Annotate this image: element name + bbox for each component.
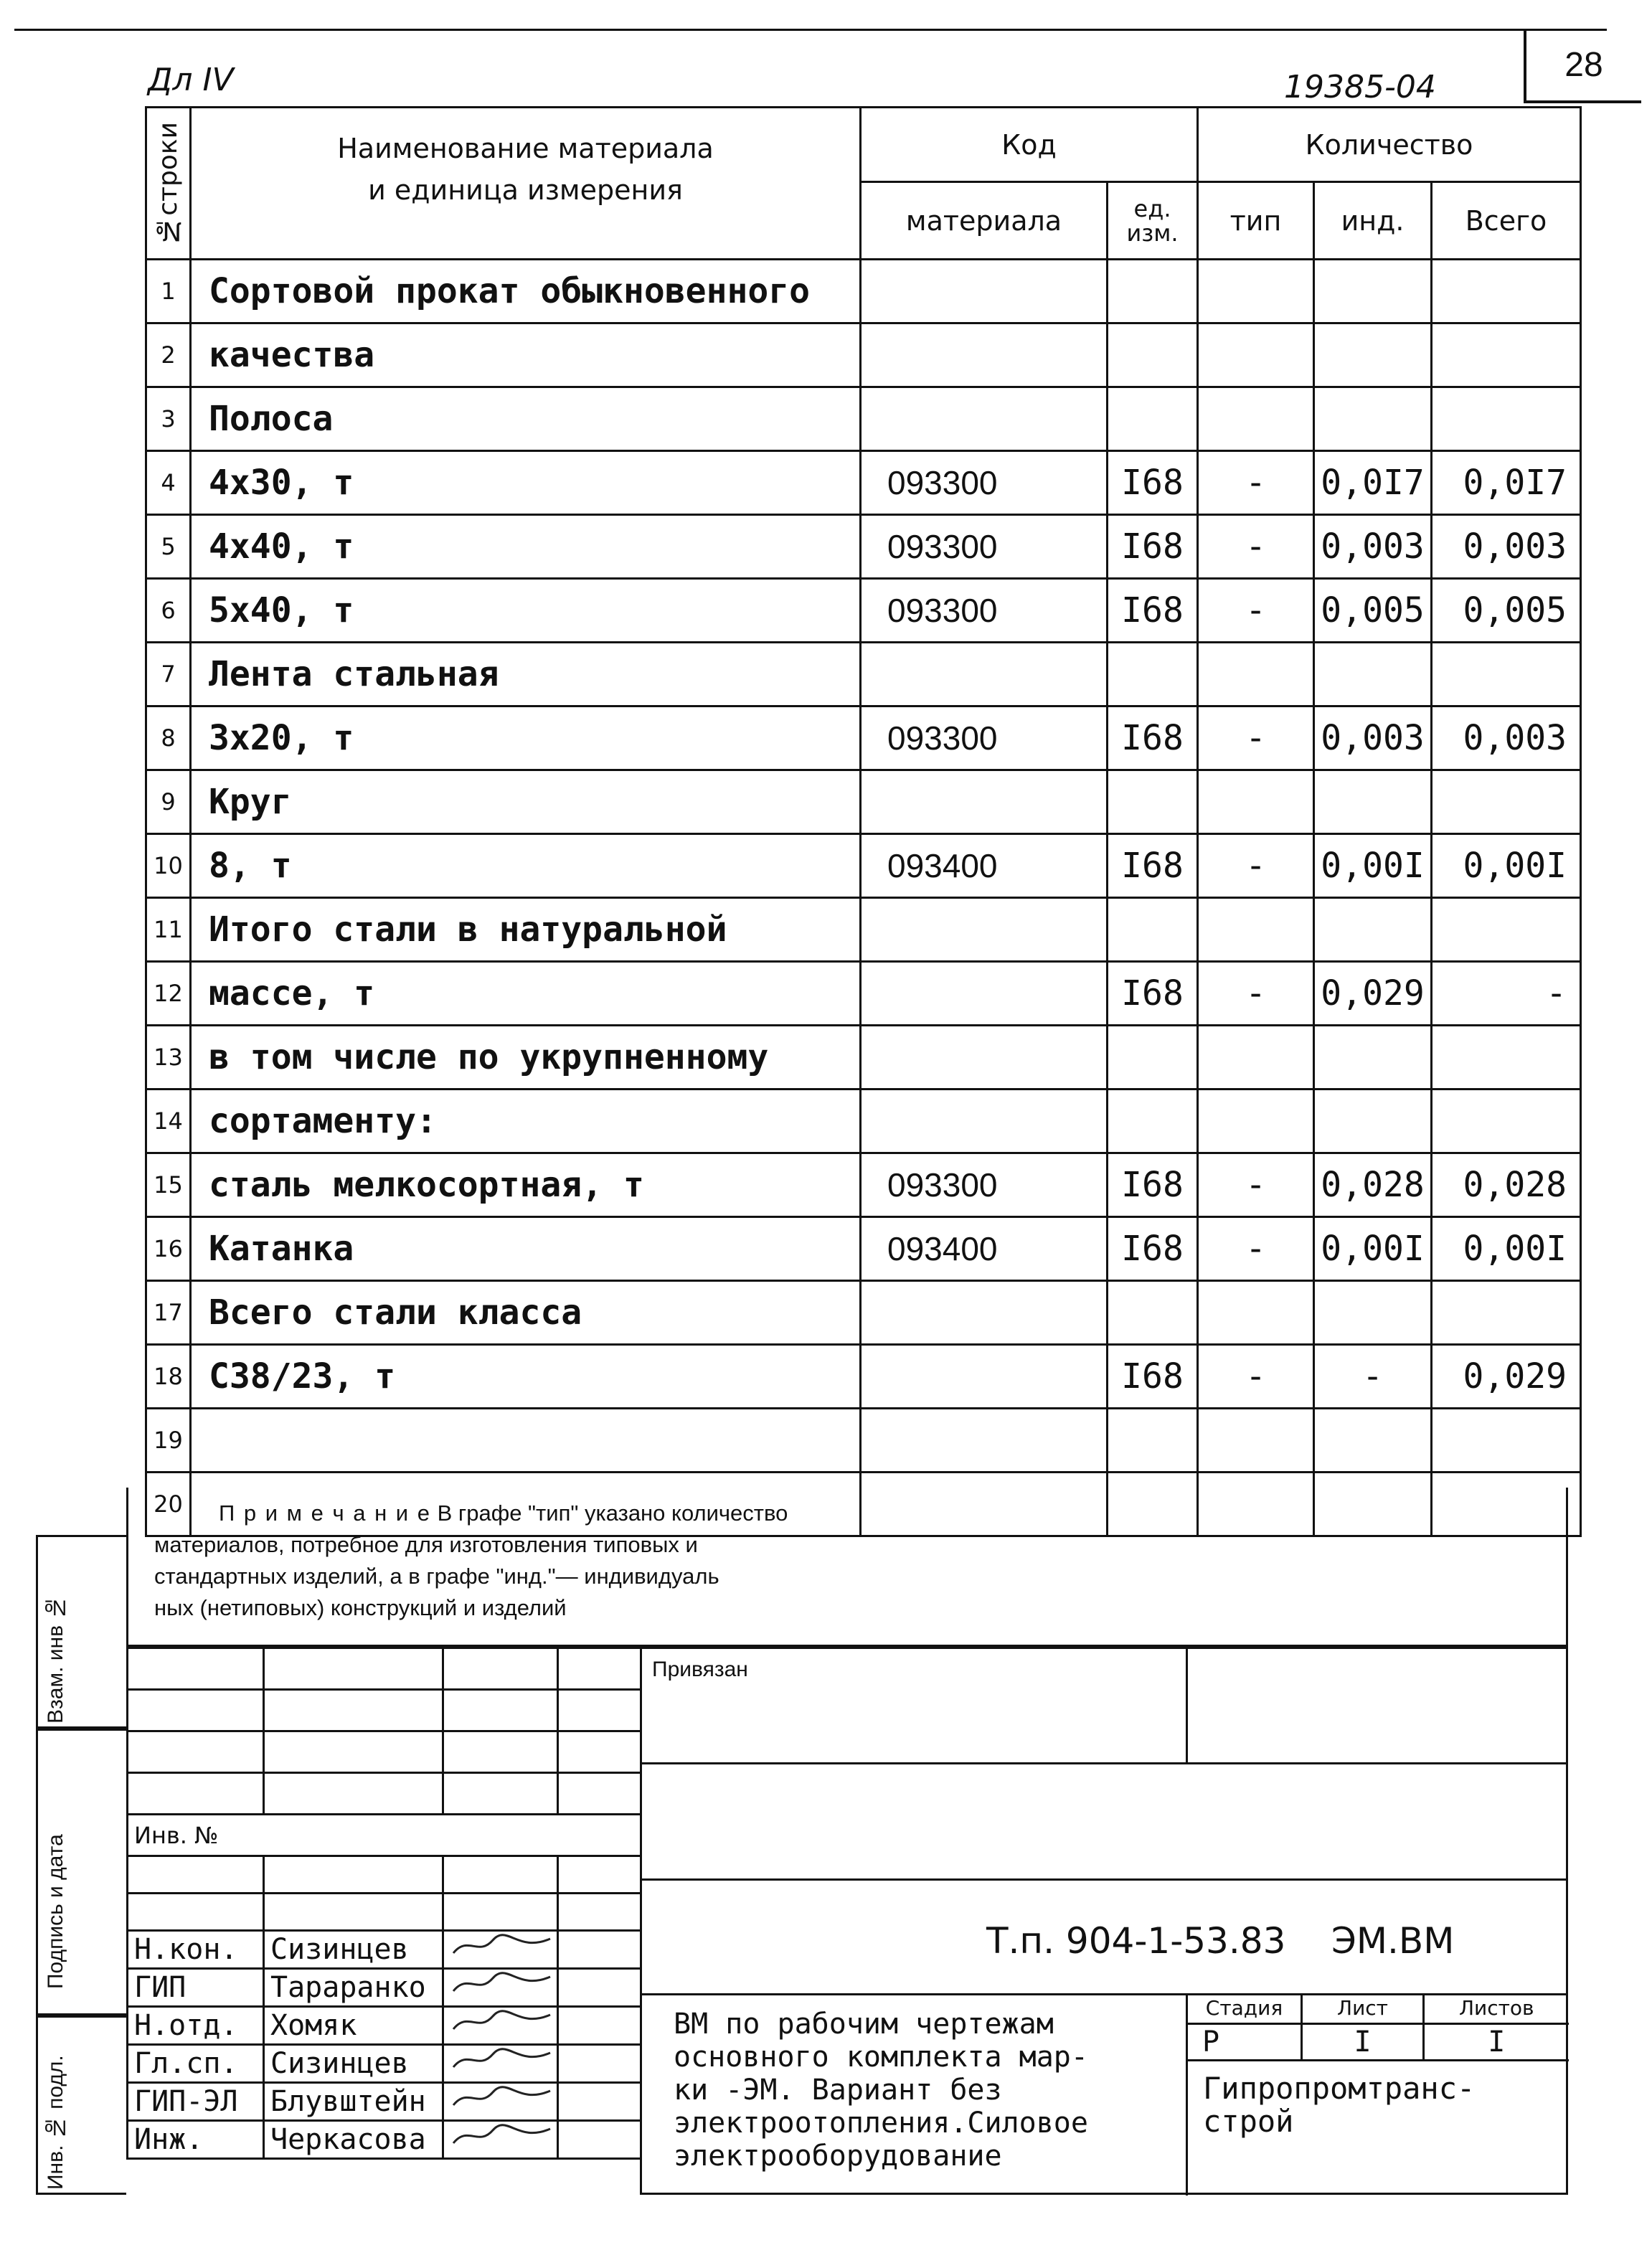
table-row: [146, 770, 1581, 834]
row-unit: I68: [1108, 515, 1198, 579]
signer-row: [128, 2045, 641, 2083]
sheets-label: Листов: [1424, 1993, 1569, 2023]
row-total: -: [1432, 962, 1581, 1026]
table-row: [146, 898, 1581, 962]
row-code: [861, 1409, 1108, 1473]
margin-vzam: Взам. инв №: [36, 1535, 126, 1729]
row-unit: I68: [1108, 834, 1198, 898]
row-total: [1432, 643, 1581, 706]
row-unit: [1108, 387, 1198, 451]
signer-row: [128, 1969, 641, 2007]
row-type: -: [1198, 451, 1314, 515]
row-name: Лента стальная: [191, 643, 861, 706]
row-total: 0,0I7: [1432, 451, 1581, 515]
row-type: [1198, 387, 1314, 451]
row-number: 15: [146, 1153, 191, 1217]
note-line-4: ных (нетиповых) конструкций и изделий: [154, 1595, 567, 1620]
signature-date: [558, 1969, 641, 2007]
table-row: [146, 962, 1581, 1026]
row-name: сталь мелкосортная, т: [191, 1153, 861, 1217]
signer-name: Сизинцев: [264, 2045, 443, 2083]
stamp-title: ВМ по рабочим чертежам основного комплекта мар- ки -ЭМ. Вариант без электроотопления.Силовое электрооборудование: [674, 2008, 1088, 2173]
row-unit: [1108, 770, 1198, 834]
row-unit: I68: [1108, 451, 1198, 515]
row-code: 093300: [861, 451, 1108, 515]
row-name: 8, т: [191, 834, 861, 898]
privyazan-label: Привязан: [652, 1658, 748, 1681]
row-number: 11: [146, 898, 191, 962]
signer-role: Н.кон.: [128, 1931, 264, 1969]
table-row: [146, 706, 1581, 770]
row-code: [861, 898, 1108, 962]
row-code: [861, 260, 1108, 323]
signature: [443, 1969, 558, 2007]
row-number: 10: [146, 834, 191, 898]
margin-podpis: Подпись и дата: [36, 1729, 126, 2015]
row-name: Всего стали класса: [191, 1281, 861, 1345]
row-ind: [1314, 1026, 1432, 1090]
stage-value: Р: [1187, 2023, 1302, 2060]
row-total: 0,00I: [1432, 1217, 1581, 1281]
row-type: [1198, 643, 1314, 706]
row-number: 19: [146, 1409, 191, 1473]
sheet-label: Лист: [1302, 1993, 1424, 2023]
row-ind: 0,00I: [1314, 1217, 1432, 1281]
col-material-header: материала: [861, 182, 1108, 260]
col-row-number: №строки: [146, 108, 191, 260]
row-total: [1432, 1090, 1581, 1153]
table-row: [146, 451, 1581, 515]
row-ind: 0,0I7: [1314, 451, 1432, 515]
row-name: Круг: [191, 770, 861, 834]
row-unit: [1108, 323, 1198, 387]
table-row: [146, 1217, 1581, 1281]
table-row: [146, 1026, 1581, 1090]
row-number: 2: [146, 323, 191, 387]
row-total: 0,029: [1432, 1345, 1581, 1409]
row-unit: I68: [1108, 706, 1198, 770]
signature-date: [558, 1931, 641, 1969]
row-total: [1432, 1409, 1581, 1473]
row-unit: I68: [1108, 1345, 1198, 1409]
row-unit: [1108, 1281, 1198, 1345]
row-code: [861, 770, 1108, 834]
stamp-right: [640, 1647, 1568, 2195]
note-line-3: стандартных изделий, а в графе "инд."— индивидуаль: [154, 1564, 719, 1589]
table-row: [146, 1090, 1581, 1153]
row-code: [861, 962, 1108, 1026]
row-name: Полоса: [191, 387, 861, 451]
signer-name: Тараранко: [264, 1969, 443, 2007]
row-total: 0,003: [1432, 706, 1581, 770]
sheet-value: I: [1302, 2023, 1424, 2060]
row-name: Итого стали в натуральной: [191, 898, 861, 962]
signature-date: [558, 2007, 641, 2045]
table-row: [146, 323, 1581, 387]
row-code: [861, 323, 1108, 387]
row-unit: I68: [1108, 1217, 1198, 1281]
row-type: [1198, 260, 1314, 323]
row-number: 13: [146, 1026, 191, 1090]
table-row: [146, 387, 1581, 451]
col-total-header: Всего: [1432, 182, 1581, 260]
row-ind: 0,029: [1314, 962, 1432, 1026]
row-type: [1198, 1026, 1314, 1090]
row-name: 3х20, т: [191, 706, 861, 770]
table-row: [146, 1281, 1581, 1345]
row-name: массе, т: [191, 962, 861, 1026]
row-total: [1432, 1281, 1581, 1345]
row-name: в том числе по укрупненному: [191, 1026, 861, 1090]
row-total: 0,003: [1432, 515, 1581, 579]
row-number: 7: [146, 643, 191, 706]
table-row: [146, 1153, 1581, 1217]
stage-table: [1186, 1993, 1569, 2061]
stamp-signers: [126, 1647, 642, 2160]
row-total: [1432, 323, 1581, 387]
row-total: [1432, 770, 1581, 834]
col-unit-header: ед. изм.: [1108, 182, 1198, 260]
note-line-1: В графе "тип" указано количество: [437, 1500, 788, 1526]
row-number: 14: [146, 1090, 191, 1153]
row-total: 0,005: [1432, 579, 1581, 643]
signer-row: [128, 2083, 641, 2121]
row-type: -: [1198, 579, 1314, 643]
row-total: [1432, 387, 1581, 451]
row-number: 18: [146, 1345, 191, 1409]
row-type: [1198, 898, 1314, 962]
material-table: [145, 106, 1582, 1537]
signature: [443, 2121, 558, 2159]
row-unit: [1108, 1090, 1198, 1153]
row-code: [861, 1281, 1108, 1345]
row-total: [1432, 898, 1581, 962]
row-code: [861, 1090, 1108, 1153]
row-code: 093400: [861, 834, 1108, 898]
row-ind: [1314, 898, 1432, 962]
sheet-number: 28: [1524, 29, 1641, 103]
row-number: 9: [146, 770, 191, 834]
row-ind: [1314, 323, 1432, 387]
row-ind: [1314, 260, 1432, 323]
signature: [443, 2083, 558, 2121]
col-ind-header: инд.: [1314, 182, 1432, 260]
signer-role: Инж.: [128, 2121, 264, 2159]
organization: Гипропромтранс- строй: [1203, 2071, 1476, 2139]
row-number: 5: [146, 515, 191, 579]
row-number: 12: [146, 962, 191, 1026]
row-unit: [1108, 898, 1198, 962]
table-row: [146, 834, 1581, 898]
row-name: 5х40, т: [191, 579, 861, 643]
sheets-value: I: [1424, 2023, 1569, 2060]
row-code: [861, 1026, 1108, 1090]
row-type: [1198, 1409, 1314, 1473]
row-number: 20: [146, 1473, 191, 1536]
table-row: [146, 579, 1581, 643]
row-unit: [1108, 643, 1198, 706]
row-unit: I68: [1108, 579, 1198, 643]
row-type: -: [1198, 515, 1314, 579]
signature-date: [558, 2121, 641, 2159]
row-unit: [1108, 260, 1198, 323]
row-name: Сортовой прокат обыкновенного: [191, 260, 861, 323]
row-number: 8: [146, 706, 191, 770]
signer-role: Гл.сп.: [128, 2045, 264, 2083]
row-number: 1: [146, 260, 191, 323]
row-type: -: [1198, 1217, 1314, 1281]
row-type: -: [1198, 962, 1314, 1026]
col-type-header: тип: [1198, 182, 1314, 260]
row-type: [1198, 770, 1314, 834]
top-border: [14, 29, 1607, 31]
row-total: [1432, 260, 1581, 323]
table-row: [146, 1409, 1581, 1473]
col-name-header: Наименование материала и единица измерения: [191, 108, 861, 260]
signer-row: [128, 2121, 641, 2159]
row-number: 4: [146, 451, 191, 515]
signer-role: ГИП-ЭЛ: [128, 2083, 264, 2121]
row-type: [1198, 1090, 1314, 1153]
row-number: 6: [146, 579, 191, 643]
row-name: 4х30, т: [191, 451, 861, 515]
signature-date: [558, 2083, 641, 2121]
signature: [443, 2045, 558, 2083]
row-ind: [1314, 1409, 1432, 1473]
stage-label: Стадия: [1187, 1993, 1302, 2023]
row-ind: [1314, 387, 1432, 451]
note-lead: П р и м е ч а н и е: [219, 1500, 431, 1526]
row-total: 0,00I: [1432, 834, 1581, 898]
row-code: 093300: [861, 706, 1108, 770]
row-type: [1198, 323, 1314, 387]
row-ind: 0,005: [1314, 579, 1432, 643]
row-unit: [1108, 1026, 1198, 1090]
inv-number-label: Инв. №: [128, 1815, 641, 1856]
signer-role: Н.отд.: [128, 2007, 264, 2045]
row-total: [1432, 1026, 1581, 1090]
signer-name: Хомяк: [264, 2007, 443, 2045]
signer-name: Блувштейн: [264, 2083, 443, 2121]
row-type: -: [1198, 1345, 1314, 1409]
row-type: [1198, 1281, 1314, 1345]
row-ind: 0,003: [1314, 706, 1432, 770]
row-code: 093300: [861, 579, 1108, 643]
col-code-header: Код: [861, 108, 1198, 182]
signer-role: ГИП: [128, 1969, 264, 2007]
doc-number: 19385-04: [1284, 69, 1436, 105]
row-name: качества: [191, 323, 861, 387]
row-code: 093400: [861, 1217, 1108, 1281]
row-name: 4х40, т: [191, 515, 861, 579]
row-number: 3: [146, 387, 191, 451]
signature: [443, 1931, 558, 1969]
margin-inv-podl: Инв. № подл.: [36, 2015, 126, 2195]
row-ind: 0,028: [1314, 1153, 1432, 1217]
row-ind: 0,00I: [1314, 834, 1432, 898]
row-unit: [1108, 1409, 1198, 1473]
row-ind: [1314, 770, 1432, 834]
row-code: [861, 387, 1108, 451]
row-type: -: [1198, 834, 1314, 898]
row-unit: I68: [1108, 962, 1198, 1026]
row-unit: I68: [1108, 1153, 1198, 1217]
row-ind: 0,003: [1314, 515, 1432, 579]
row-code: [861, 1345, 1108, 1409]
col-qty-header: Количество: [1198, 108, 1581, 182]
row-type: -: [1198, 1153, 1314, 1217]
row-ind: [1314, 643, 1432, 706]
table-row: [146, 643, 1581, 706]
signer-row: [128, 2007, 641, 2045]
signer-name: Сизинцев: [264, 1931, 443, 1969]
row-ind: -: [1314, 1345, 1432, 1409]
row-total: 0,028: [1432, 1153, 1581, 1217]
row-name: [191, 1409, 861, 1473]
table-row: [146, 515, 1581, 579]
signer-row: [128, 1931, 641, 1969]
row-number: 16: [146, 1217, 191, 1281]
row-code: [861, 643, 1108, 706]
row-ind: [1314, 1281, 1432, 1345]
table-row: [146, 1345, 1581, 1409]
row-name: сортаменту:: [191, 1090, 861, 1153]
row-code: 093300: [861, 515, 1108, 579]
note-line-2: материалов, потребное для изготовления типовых и: [154, 1532, 698, 1557]
row-number: 17: [146, 1281, 191, 1345]
row-code: 093300: [861, 1153, 1108, 1217]
table-row: [146, 260, 1581, 323]
row-name: Катанка: [191, 1217, 861, 1281]
signer-name: Черкасова: [264, 2121, 443, 2159]
signature-date: [558, 2045, 641, 2083]
note-block: [126, 1488, 1568, 1647]
row-type: -: [1198, 706, 1314, 770]
signature: [443, 2007, 558, 2045]
corner-mark: Дл IV: [148, 62, 234, 98]
row-name: С38/23, т: [191, 1345, 861, 1409]
designation: Т.п. 904-1-53.83 ЭМ.ВМ: [986, 1920, 1455, 1962]
row-ind: [1314, 1090, 1432, 1153]
